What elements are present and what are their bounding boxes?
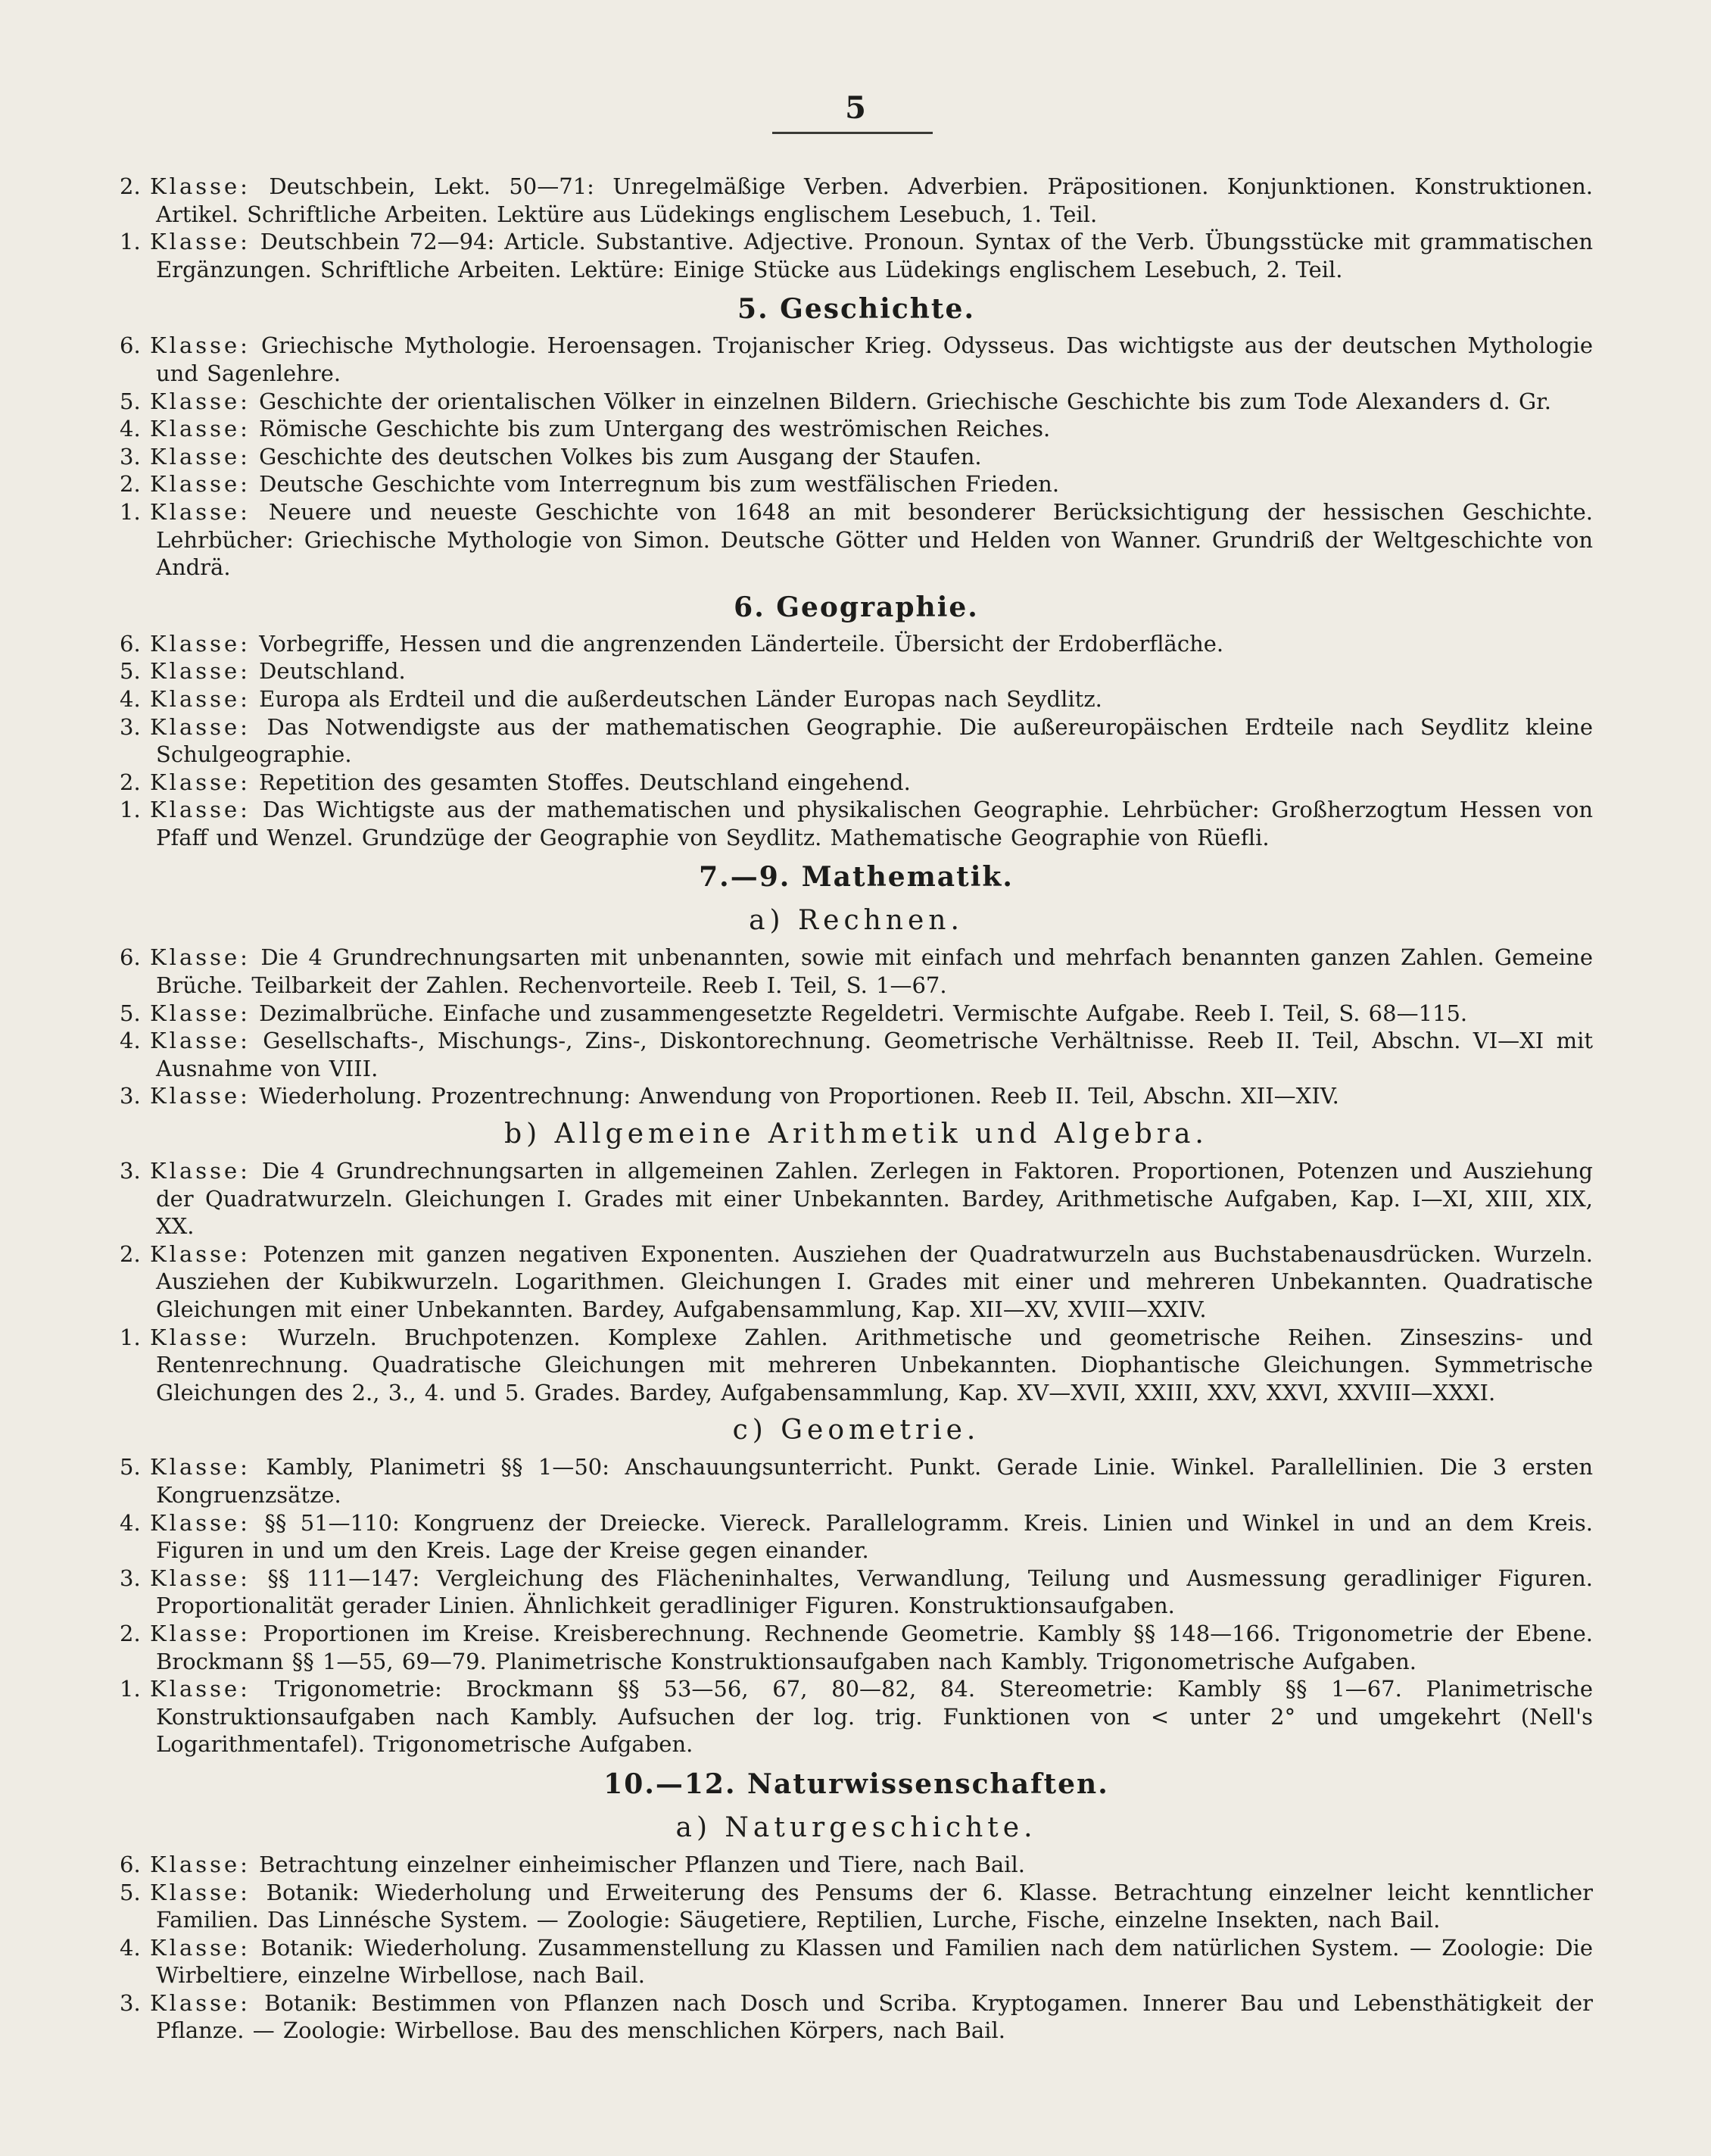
curriculum-entry [120,1240,1593,1324]
entry-class-label: Klasse: [150,1158,251,1184]
entry-class-label: Klasse: [150,1028,251,1054]
entry-text: Europa als Erdteil und die außerdeutschen Länder Europas nach Seydlitz. [259,685,1102,712]
curriculum-entry [120,657,1593,685]
entry-class-number: 4. [120,416,141,442]
entry-class-number: 1. [120,797,141,823]
entry-text: Deutschland. [259,658,406,685]
entry-class-label: Klasse: [150,1454,251,1480]
curriculum-entry [120,1934,1593,1989]
subsection-heading: b) Allgemeine Arithmetik und Algebra. [504,1119,1208,1150]
entry-class-number: 5. [120,658,141,685]
section-heading: 10.—12. Naturwissenschaften. [603,1768,1109,1800]
curriculum-entry [120,1989,1593,2045]
entry-text: Gesellschafts-, Mischungs-, Zins-, Diskontorechnung. Geometrische Verhältnisse. Reeb II. Teil, Abschn. VI—XI mit Ausnahme von VIII. [156,1028,1593,1081]
entry-text: Botanik: Bestimmen von Pflanzen nach Dosch und Scriba. Kryptogamen. Innerer Bau und Lebensthätigkeit der Pflanze. — Zoologie: Wirbellose. Bau des menschlichen Körpers, nach Bail. [156,1989,1593,2044]
entry-class-number: 4. [120,1028,141,1054]
entry-class-number: 5. [120,1879,141,1905]
entry-class-label: Klasse: [150,443,251,470]
entry-class-number: 3. [120,1158,141,1184]
curriculum-entry [120,173,1593,228]
curriculum-entry [120,1157,1593,1240]
entry-text: Botanik: Wiederholung und Erweiterung des Pensums der 6. Klasse. Betrachtung einzelner leicht kenntlicher Familien. Das Linnésche System. — Zoologie: Säugetiere, Reptilien, Lurche, Fische, einzelne Insekten, nach Bail. [156,1879,1593,1933]
entry-text: Geschichte der orientalischen Völker in einzelnen Bildern. Griechische Geschichte bis zum Tode Alexanders d. Gr. [259,388,1551,414]
entry-text: Geschichte des deutschen Volkes bis zum Ausgang der Staufen. [259,443,982,470]
entry-text: Griechische Mythologie. Heroensagen. Trojanischer Krieg. Odysseus. Das wichtigste aus der deutschen Mythologie und Sagenlehre. [156,332,1593,386]
curriculum-entry [120,1675,1593,1758]
entry-class-number: 2. [120,471,141,498]
entry-text: Wurzeln. Bruchpotenzen. Komplexe Zahlen. Arithmetische und geometrische Reihen. Zinseszins- und Rentenrechnung. Quadratische Gleichungen mit mehreren Unbekannten. Diophantische Gleichungen. Symmetrische Gleichungen des 2., 3., 4. und 5. Grades. Bardey, Aufgabensammlung, Kap. XV—XVII, XXIII, XXV, XXVI, XXVIII—XXXI. [156,1324,1593,1406]
entry-class-label: Klasse: [150,1851,251,1877]
entry-text: Die 4 Grundrechnungsarten mit unbenannten, sowie mit einfach und mehrfach benannten ganzen Zahlen. Gemeine Brüche. Teilbarkeit der Zahlen. Rechenvorteile. Reeb I. Teil, S. 1—67. [156,944,1594,999]
entry-class-number: 2. [120,769,141,795]
entry-text: §§ 51—110: Kongruenz der Dreiecke. Viereck. Parallelogramm. Kreis. Linien und Winkel in und an dem Kreis. Figuren in und um den Kreis. Lage der Kreise gegen einander. [156,1509,1593,1564]
entry-class-label: Klasse: [150,1565,251,1591]
entry-class-label: Klasse: [150,630,251,657]
entry-class-number: 3. [120,713,141,740]
entry-class-number: 4. [120,1509,141,1536]
curriculum-entry [120,630,1593,658]
entry-text: Wiederholung. Prozentrechnung: Anwendung von Proportionen. Reeb II. Teil, Abschn. XII—XIV. [259,1083,1339,1109]
entry-class-number: 1. [120,1676,141,1702]
curriculum-entry [120,1851,1593,1879]
entry-class-number: 2. [120,1240,141,1267]
entry-class-number: 1. [120,1324,141,1350]
section-heading: 6. Geographie. [734,591,979,623]
curriculum-entry [120,415,1593,443]
entry-class-label: Klasse: [150,498,251,525]
entry-text: Das Notwendigste aus der mathematischen Geographie. Die außereuropäischen Erdteile nach Seydlitz kleine Schulgeographie. [156,713,1593,768]
curriculum-entry [120,713,1593,769]
entry-class-label: Klasse: [150,797,251,823]
entry-text: Römische Geschichte bis zum Untergang des weströmischen Reiches. [259,416,1051,442]
entry-class-label: Klasse: [150,1000,251,1026]
entry-class-label: Klasse: [150,658,251,685]
entry-text: Das Wichtigste aus der mathematischen und physikalischen Geographie. Lehrbücher: Großherzogtum Hessen von Pfaff und Wenzel. Grundzüge der Geographie von Seydlitz. Mathematische Geographie von Rüefli. [156,797,1593,850]
entry-class-number: 3. [120,443,141,470]
entry-text: §§ 111—147: Vergleichung des Flächeninhaltes, Verwandlung, Teilung und Ausmessung geradliniger Figuren. Proportionalität gerader Linien. Ähnlichkeit geradliniger Figuren. Konstruktionsaufgaben. [156,1565,1594,1619]
entry-class-label: Klasse: [150,1620,251,1646]
curriculum-entry [120,1082,1593,1110]
entry-class-number: 4. [120,685,141,712]
section-heading: 5. Geschichte. [737,293,975,326]
curriculum-entry [120,388,1593,416]
curriculum-entry [120,470,1593,498]
entry-class-number: 1. [120,229,141,255]
entry-text: Betrachtung einzelner einheimischer Pflanzen und Tiere, nach Bail. [259,1851,1025,1877]
entry-text: Die 4 Grundrechnungsarten in allgemeinen Zahlen. Zerlegen in Faktoren. Proportionen, Potenzen und Ausziehung der Quadratwurzeln. Gleichungen I. Grades mit einer Unbekannten. Bardey, Arithmetische Aufgaben, Kap. I—XI, XIII, XIX, XX. [156,1158,1593,1240]
curriculum-entry [120,1620,1593,1675]
page-number: 5 [845,90,866,126]
document-body [120,173,1593,2045]
entry-class-number: 6. [120,1851,141,1877]
entry-class-number: 6. [120,944,141,971]
entry-class-number: 6. [120,332,141,359]
entry-class-label: Klasse: [150,173,251,199]
entry-text: Vorbegriffe, Hessen und die angrenzenden Länderteile. Übersicht der Erdoberfläche. [259,630,1224,657]
entry-class-number: 2. [120,173,141,199]
entry-class-number: 3. [120,1083,141,1109]
entry-text: Deutschbein 72—94: Article. Substantive. Adjective. Pronoun. Syntax of the Verb. Übungsstücke mit grammatischen Ergänzungen. Schriftliche Arbeiten. Lektüre: Einige Stücke aus Lüdekings englischem Lesebuch, 2. Teil. [156,229,1593,282]
subsection-heading: a) Rechnen. [749,905,964,937]
entry-text: Repetition des gesamten Stoffes. Deutschland eingehend. [259,769,911,795]
entry-class-label: Klasse: [150,1879,251,1905]
entry-class-number: 2. [120,1620,141,1646]
entry-class-label: Klasse: [150,1676,251,1702]
entry-text: Proportionen im Kreise. Kreisberechnung. Rechnende Geometrie. Kambly §§ 148—166. Trigonometrie der Ebene. Brockmann §§ 1—55, 69—79. Planimetrische Konstruktionsaufgaben nach Kambly. Trigonometrische Aufgaben. [156,1620,1593,1674]
curriculum-entry [120,332,1593,387]
entry-class-label: Klasse: [150,332,251,359]
entry-class-label: Klasse: [150,713,251,740]
curriculum-entry [120,1879,1593,1934]
curriculum-entry [120,769,1593,797]
entry-class-number: 6. [120,630,141,657]
curriculum-entry [120,228,1593,283]
entry-class-label: Klasse: [150,944,251,971]
curriculum-entry [120,685,1593,713]
entry-class-number: 4. [120,1934,141,1961]
entry-class-number: 5. [120,1454,141,1480]
entry-class-label: Klasse: [150,1934,251,1961]
entry-text: Trigonometrie: Brockmann §§ 53—56, 67, 80—82, 84. Stereometrie: Kambly §§ 1—67. Planimetrische Konstruktionsaufgaben nach Kambly. Aufsuchen der log. trig. Funktionen von < unter 2° und umgekehrt (Nell's Logarithmentafel). Trigonometrische Aufgaben. [156,1676,1594,1758]
entry-class-label: Klasse: [150,1509,251,1536]
entry-class-number: 3. [120,1989,141,2016]
entry-class-number: 5. [120,1000,141,1026]
curriculum-entry [120,1000,1593,1028]
curriculum-entry [120,1509,1593,1565]
curriculum-entry [120,1324,1593,1407]
curriculum-entry [120,944,1593,999]
entry-class-label: Klasse: [150,229,251,255]
entry-class-number: 5. [120,388,141,414]
entry-text: Dezimalbrüche. Einfache und zusammengesetzte Regeldetri. Vermischte Aufgabe. Reeb I. Teil, S. 68—115. [259,1000,1468,1026]
entry-class-label: Klasse: [150,769,251,795]
entry-class-label: Klasse: [150,685,251,712]
curriculum-entry [120,498,1593,582]
entry-class-label: Klasse: [150,471,251,498]
entry-text: Deutschbein, Lekt. 50—71: Unregelmäßige Verben. Adverbien. Präpositionen. Konjunktionen. Konstruktionen. Artikel. Schriftliche Arbeiten. Lektüre aus Lüdekings englischem Lesebuch, 1. Teil. [156,173,1594,227]
entry-class-label: Klasse: [150,1240,251,1267]
entry-class-label: Klasse: [150,1324,251,1350]
curriculum-entry [120,1453,1593,1509]
entry-class-number: 1. [120,498,141,525]
entry-class-label: Klasse: [150,388,251,414]
curriculum-entry [120,443,1593,471]
entry-class-label: Klasse: [150,1989,251,2016]
curriculum-entry [120,796,1593,851]
section-heading: 7.—9. Mathematik. [699,861,1014,894]
header-rule [772,132,933,134]
entry-class-label: Klasse: [150,1083,251,1109]
entry-text: Neuere und neueste Geschichte von 1648 an mit besonderer Berücksichtigung der hessischen Geschichte. Lehrbücher: Griechische Mythologie von Simon. Deutsche Götter und Helden von Wanner. Grundriß der Weltgeschichte von Andrä. [156,498,1594,581]
entry-class-number: 3. [120,1565,141,1591]
entry-text: Potenzen mit ganzen negativen Exponenten. Ausziehen der Quadratwurzeln aus Buchstabenausdrücken. Wurzeln. Ausziehen der Kubikwurzeln. Logarithmen. Gleichungen I. Grades mit einer und mehreren Unbekannten. Quadratische Gleichungen mit einer Unbekannten. Bardey, Aufgabensammlung, Kap. XII—XV, XVIII—XXIV. [156,1240,1594,1322]
subsection-heading: c) Geometrie. [732,1415,980,1446]
entry-text: Kambly, Planimetri §§ 1—50: Anschauungsunterricht. Punkt. Gerade Linie. Winkel. Parallellinien. Die 3 ersten Kongruenzsätze. [156,1454,1593,1508]
curriculum-entry [120,1027,1593,1082]
entry-text: Botanik: Wiederholung. Zusammenstellung zu Klassen und Familien nach dem natürlichen System. — Zoologie: Die Wirbeltiere, einzelne Wirbellose, nach Bail. [156,1934,1594,1989]
subsection-heading: a) Naturgeschichte. [675,1811,1037,1843]
entry-class-label: Klasse: [150,416,251,442]
curriculum-entry [120,1565,1593,1620]
entry-text: Deutsche Geschichte vom Interregnum bis zum westfälischen Frieden. [259,471,1060,498]
